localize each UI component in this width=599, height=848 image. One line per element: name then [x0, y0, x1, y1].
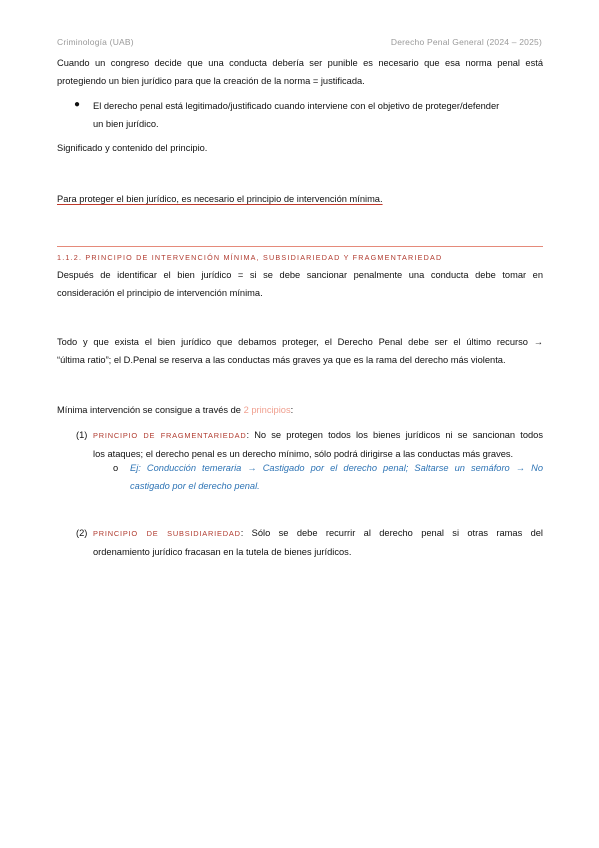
item-1-example: [130, 459, 543, 495]
item-1-paragraph: [93, 426, 543, 463]
item-1-line-1: [93, 426, 543, 445]
item-1-text-1: : No se protegen todos los bienes jurídicos ni se sancionan todos: [246, 430, 544, 440]
underlined-statement: Para proteger el bien jurídico, es necesario el principio de intervención mínima.: [57, 194, 383, 204]
after-line-1: Después de identificar el bien jurídico = si se debe sancionar penalmente una conducta debe tomar en: [57, 270, 543, 280]
header-right: Derecho Penal General (2024 – 2025): [390, 37, 542, 47]
intro-line-2: protegiendo un bien jurídico para que la creación de la norma = justificada.: [57, 76, 365, 86]
item-1-marker: (1): [76, 430, 88, 440]
item-1-sub-marker: o: [113, 463, 119, 473]
item-2-line-2: ordenamiento jurídico fracasan en la tutela de bienes jurídicos.: [93, 547, 352, 557]
item-1-example-line-1: Ej: Conducción temeraria → Castigado por el derecho penal; Saltarse un semáforo → No: [130, 463, 543, 473]
ultima-line-1: Todo y que exista el bien jurídico que debamos proteger, el Derecho Penal debe ser el último recurso →: [57, 337, 543, 347]
minima-intervencion-line: [57, 401, 293, 419]
item-2-paragraph: [93, 524, 543, 561]
after-line-2: consideración el principio de intervención mínima.: [57, 288, 263, 298]
after-paragraph: [57, 266, 543, 302]
minima-prefix: Mínima intervención se consigue a través de: [57, 405, 241, 415]
section-heading: [57, 253, 442, 262]
section-title: PRINCIPIO DE INTERVENCIÓN MÍNIMA, SUBSIDIARIEDAD Y FRAGMENTARIEDAD: [85, 253, 443, 262]
item-1-name: PRINCIPIO DE FRAGMENTARIEDAD: [93, 431, 247, 440]
item-2-line-1: [93, 524, 543, 543]
minima-suffix: :: [290, 405, 294, 415]
item-2-marker: (2): [76, 528, 88, 538]
item-2-text-1: : Sólo se debe recurrir al derecho penal si otras ramas del: [240, 528, 543, 538]
item-2-name: PRINCIPIO DE SUBSIDIARIEDAD: [93, 529, 241, 538]
intro-line-1: Cuando un congreso decide que una conducta debería ser punible es necesario que esa norma penal está: [57, 58, 543, 68]
bullet-line-1: El derecho penal está legitimado/justificado cuando interviene con el objetivo de proteger/defender: [93, 101, 500, 111]
meaning-text: Significado y contenido del principio.: [57, 143, 208, 153]
intro-paragraph: [57, 54, 543, 90]
item-1-line-2: los ataques; el derecho penal es un derecho mínimo, sólo podrá dirigirse a las conductas más graves.: [93, 449, 514, 459]
section-divider: [57, 246, 543, 247]
minima-highlight: 2 principios: [243, 405, 291, 415]
bullet-line-2: un bien jurídico.: [93, 119, 159, 129]
ultima-line-2: “última ratio”; el D.Penal se reserva a las conductas más graves ya que es la rama del derecho más violenta.: [57, 355, 506, 365]
header-left: Criminología (UAB): [57, 37, 134, 47]
bullet-paragraph: [93, 97, 543, 133]
bullet-dot-icon: ●: [74, 99, 81, 110]
ultima-ratio-paragraph: [57, 333, 543, 369]
item-1-example-line-2: castigado por el derecho penal.: [130, 481, 260, 491]
section-number: 1.1.2.: [57, 253, 83, 262]
